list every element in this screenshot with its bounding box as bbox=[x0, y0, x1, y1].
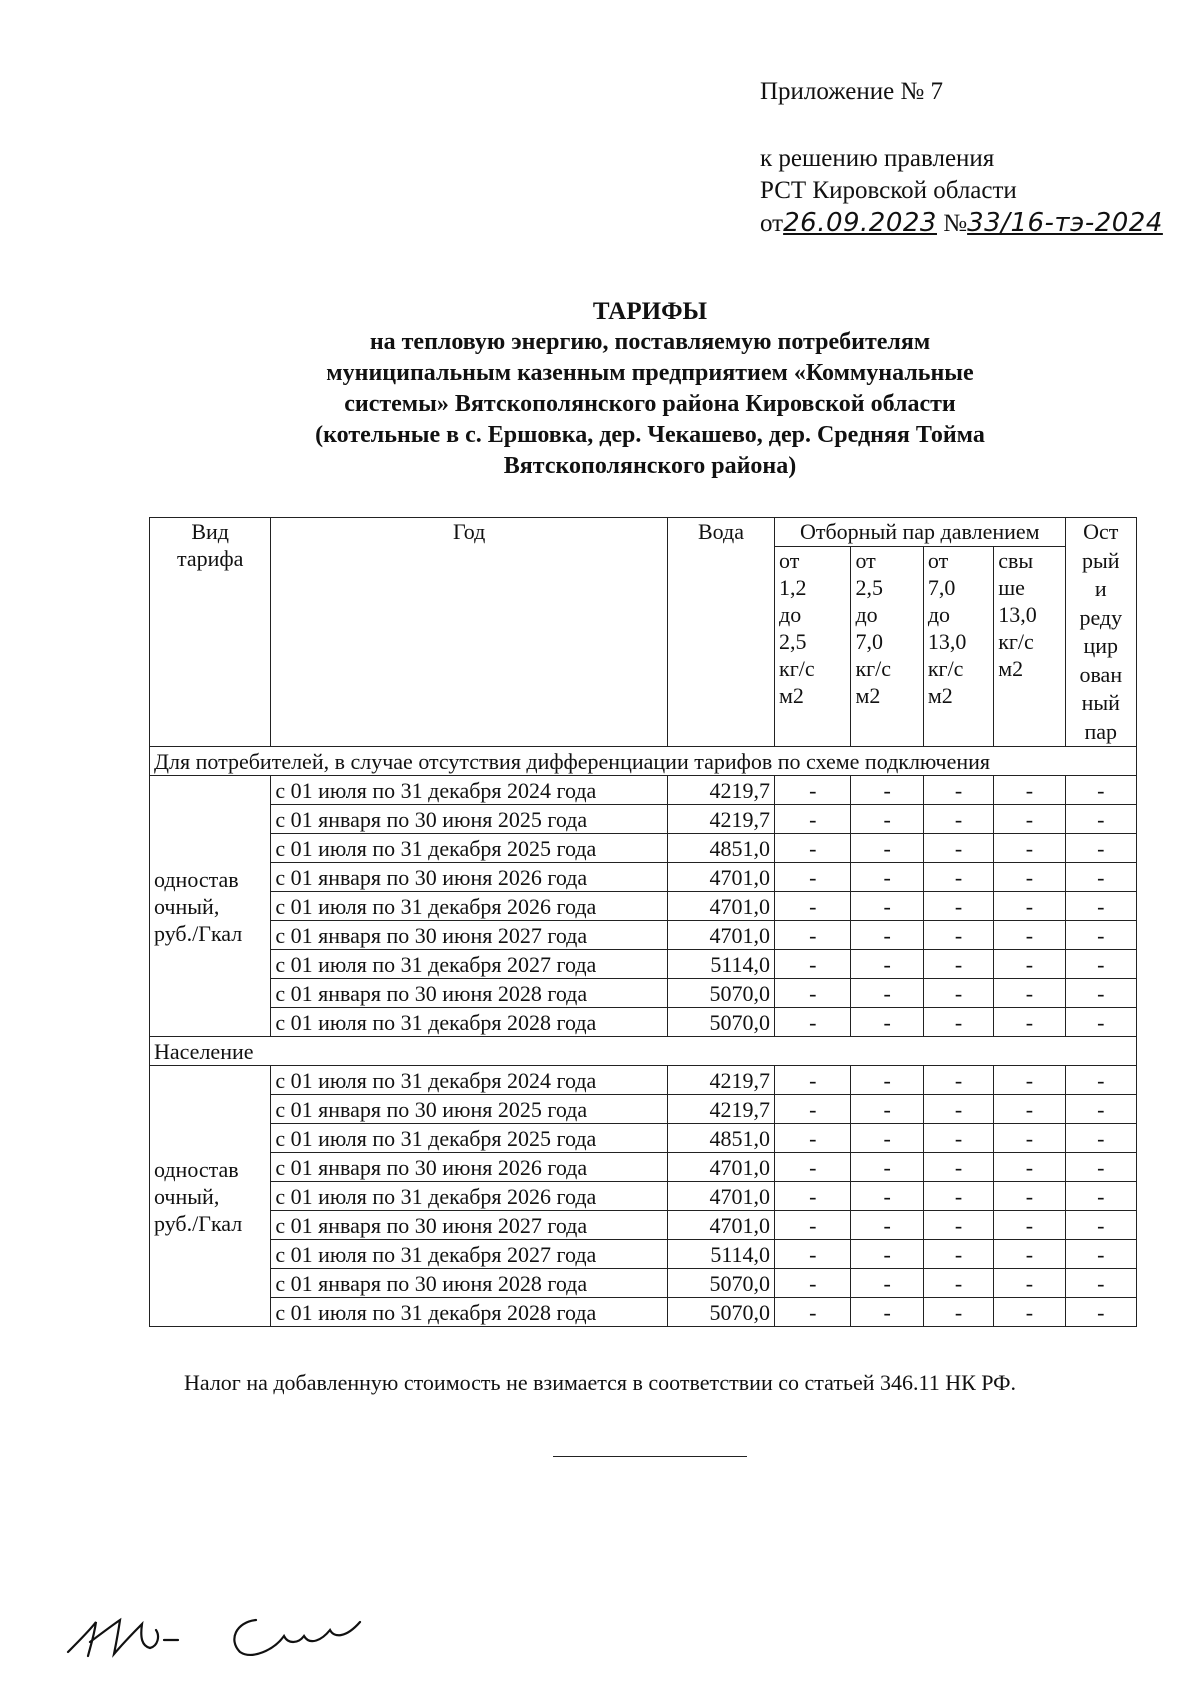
table-row bbox=[150, 1153, 1137, 1182]
table-row bbox=[150, 863, 1137, 892]
table-row bbox=[150, 892, 1137, 921]
period-cell: с 01 июля по 31 декабря 2027 года bbox=[271, 950, 668, 979]
sharp-steam-cell: - bbox=[1065, 1124, 1136, 1153]
steam-3-cell: - bbox=[923, 863, 993, 892]
vat-footnote: Налог на добавленную стоимость не взимается в соответствии со статьей 346.11 НК РФ. bbox=[183, 1370, 1017, 1395]
steam-1-cell: - bbox=[775, 1182, 851, 1211]
water-tariff-cell: 4219,7 bbox=[667, 776, 774, 805]
title-line: (котельные в с. Ершовка, дер. Чекашево, дер. Средняя Тойма bbox=[315, 422, 985, 448]
steam-1-cell: - bbox=[775, 921, 851, 950]
number-prefix: № bbox=[943, 210, 968, 237]
table-row bbox=[150, 1066, 1137, 1095]
steam-3-cell: - bbox=[923, 1298, 993, 1327]
steam-4-cell: - bbox=[994, 1298, 1065, 1327]
table-row bbox=[150, 1095, 1137, 1124]
appendix-label: Приложение № 7 bbox=[760, 78, 944, 105]
steam-2-cell: - bbox=[851, 776, 923, 805]
period-cell: с 01 января по 30 июня 2028 года bbox=[271, 979, 668, 1008]
steam-4-cell: - bbox=[994, 1124, 1065, 1153]
header-steam-2-5-to-7-0: от 2,5 до 7,0 кг/с м2 bbox=[851, 547, 923, 747]
tariff-table bbox=[149, 517, 1137, 1327]
steam-3-cell: - bbox=[923, 1153, 993, 1182]
period-cell: с 01 июля по 31 декабря 2025 года bbox=[271, 834, 668, 863]
period-cell: с 01 июля по 31 декабря 2028 года bbox=[271, 1298, 668, 1327]
steam-3-cell: - bbox=[923, 1124, 993, 1153]
sharp-steam-cell: - bbox=[1065, 805, 1136, 834]
header-steam: Отборный пар давлением bbox=[775, 518, 1066, 547]
title-main: ТАРИФЫ bbox=[592, 298, 708, 325]
sharp-steam-cell: - bbox=[1065, 776, 1136, 805]
steam-4-cell: - bbox=[994, 950, 1065, 979]
period-cell: с 01 января по 30 июня 2027 года bbox=[271, 1211, 668, 1240]
water-tariff-cell: 5070,0 bbox=[667, 1269, 774, 1298]
closing-divider bbox=[553, 1456, 747, 1457]
sharp-steam-cell: - bbox=[1065, 1182, 1136, 1211]
steam-1-cell: - bbox=[775, 805, 851, 834]
sharp-steam-cell: - bbox=[1065, 979, 1136, 1008]
header-steam-1-2-to-2-5: от 1,2 до 2,5 кг/с м2 bbox=[775, 547, 851, 747]
water-tariff-cell: 4219,7 bbox=[667, 1095, 774, 1124]
steam-3-cell: - bbox=[923, 1269, 993, 1298]
steam-1-cell: - bbox=[775, 950, 851, 979]
handwritten-signature bbox=[60, 1600, 420, 1670]
decision-date: 26.09.2023 bbox=[783, 208, 937, 238]
steam-3-cell: - bbox=[923, 834, 993, 863]
title-line: на тепловую энергию, поставляемую потребителям bbox=[369, 329, 931, 355]
section-general-consumers bbox=[150, 747, 1137, 1037]
sharp-steam-cell: - bbox=[1065, 1240, 1136, 1269]
period-cell: с 01 июля по 31 декабря 2028 года bbox=[271, 1008, 668, 1037]
table-row bbox=[150, 776, 1137, 805]
steam-2-cell: - bbox=[851, 1153, 923, 1182]
period-cell: с 01 июля по 31 декабря 2026 года bbox=[271, 1182, 668, 1211]
title-line: системы» Вятскополянского района Кировской области bbox=[344, 391, 956, 417]
table-row bbox=[150, 1269, 1137, 1298]
header-water: Вода bbox=[667, 518, 774, 747]
steam-4-cell: - bbox=[994, 1240, 1065, 1269]
steam-2-cell: - bbox=[851, 1008, 923, 1037]
title-line: муниципальным казенным предприятием «Коммунальные bbox=[326, 360, 974, 386]
sharp-steam-cell: - bbox=[1065, 921, 1136, 950]
steam-2-cell: - bbox=[851, 834, 923, 863]
steam-2-cell: - bbox=[851, 892, 923, 921]
document-title bbox=[150, 296, 1150, 482]
section-title: Для потребителей, в случае отсутствия дифференциации тарифов по схеме подключения bbox=[150, 747, 1137, 776]
steam-1-cell: - bbox=[775, 834, 851, 863]
water-tariff-cell: 4851,0 bbox=[667, 834, 774, 863]
steam-4-cell: - bbox=[994, 1211, 1065, 1240]
period-cell: с 01 января по 30 июня 2025 года bbox=[271, 1095, 668, 1124]
steam-1-cell: - bbox=[775, 1211, 851, 1240]
steam-1-cell: - bbox=[775, 979, 851, 1008]
tariff-kind: одностав очный, руб./Гкал bbox=[150, 1066, 271, 1327]
steam-1-cell: - bbox=[775, 1298, 851, 1327]
steam-2-cell: - bbox=[851, 1240, 923, 1269]
water-tariff-cell: 4851,0 bbox=[667, 1124, 774, 1153]
steam-4-cell: - bbox=[994, 892, 1065, 921]
steam-2-cell: - bbox=[851, 1066, 923, 1095]
sharp-steam-cell: - bbox=[1065, 1008, 1136, 1037]
steam-3-cell: - bbox=[923, 1095, 993, 1124]
table-row bbox=[150, 1124, 1137, 1153]
steam-4-cell: - bbox=[994, 921, 1065, 950]
decision-number: 33/16-тэ-2024 bbox=[967, 208, 1163, 238]
steam-1-cell: - bbox=[775, 863, 851, 892]
water-tariff-cell: 5070,0 bbox=[667, 1298, 774, 1327]
sharp-steam-cell: - bbox=[1065, 1269, 1136, 1298]
sharp-steam-cell: - bbox=[1065, 1298, 1136, 1327]
table-row bbox=[150, 1182, 1137, 1211]
period-cell: с 01 июля по 31 декабря 2024 года bbox=[271, 776, 668, 805]
period-cell: с 01 января по 30 июня 2026 года bbox=[271, 1153, 668, 1182]
steam-3-cell: - bbox=[923, 979, 993, 1008]
decision-line-2: РСТ Кировской области bbox=[760, 177, 1017, 204]
table-row bbox=[150, 805, 1137, 834]
steam-1-cell: - bbox=[775, 1240, 851, 1269]
water-tariff-cell: 4219,7 bbox=[667, 1066, 774, 1095]
period-cell: с 01 января по 30 июня 2027 года bbox=[271, 921, 668, 950]
water-tariff-cell: 4701,0 bbox=[667, 863, 774, 892]
sharp-steam-cell: - bbox=[1065, 834, 1136, 863]
steam-4-cell: - bbox=[994, 776, 1065, 805]
table-row bbox=[150, 950, 1137, 979]
period-cell: с 01 июля по 31 декабря 2025 года bbox=[271, 1124, 668, 1153]
steam-4-cell: - bbox=[994, 1008, 1065, 1037]
steam-2-cell: - bbox=[851, 1182, 923, 1211]
steam-3-cell: - bbox=[923, 950, 993, 979]
water-tariff-cell: 5070,0 bbox=[667, 979, 774, 1008]
steam-4-cell: - bbox=[994, 979, 1065, 1008]
table-row bbox=[150, 921, 1137, 950]
header-steam-7-0-to-13-0: от 7,0 до 13,0 кг/с м2 bbox=[923, 547, 993, 747]
water-tariff-cell: 5114,0 bbox=[667, 950, 774, 979]
steam-2-cell: - bbox=[851, 1298, 923, 1327]
steam-2-cell: - bbox=[851, 1211, 923, 1240]
sharp-steam-cell: - bbox=[1065, 863, 1136, 892]
water-tariff-cell: 4701,0 bbox=[667, 1211, 774, 1240]
steam-1-cell: - bbox=[775, 892, 851, 921]
sharp-steam-cell: - bbox=[1065, 950, 1136, 979]
steam-2-cell: - bbox=[851, 1124, 923, 1153]
tariff-kind: одностав очный, руб./Гкал bbox=[150, 776, 271, 1037]
steam-4-cell: - bbox=[994, 1182, 1065, 1211]
period-cell: с 01 июля по 31 декабря 2027 года bbox=[271, 1240, 668, 1269]
date-prefix: от bbox=[760, 210, 784, 237]
steam-4-cell: - bbox=[994, 1066, 1065, 1095]
sharp-steam-cell: - bbox=[1065, 892, 1136, 921]
steam-2-cell: - bbox=[851, 863, 923, 892]
table-row bbox=[150, 1211, 1137, 1240]
table-row bbox=[150, 834, 1137, 863]
steam-4-cell: - bbox=[994, 805, 1065, 834]
steam-2-cell: - bbox=[851, 979, 923, 1008]
steam-2-cell: - bbox=[851, 1095, 923, 1124]
steam-1-cell: - bbox=[775, 776, 851, 805]
steam-3-cell: - bbox=[923, 1240, 993, 1269]
steam-3-cell: - bbox=[923, 892, 993, 921]
header-steam-over-13-0: свы ше 13,0 кг/с м2 bbox=[994, 547, 1065, 747]
steam-4-cell: - bbox=[994, 1095, 1065, 1124]
steam-1-cell: - bbox=[775, 1008, 851, 1037]
water-tariff-cell: 4701,0 bbox=[667, 1182, 774, 1211]
table-row bbox=[150, 979, 1137, 1008]
period-cell: с 01 января по 30 июня 2028 года bbox=[271, 1269, 668, 1298]
steam-3-cell: - bbox=[923, 805, 993, 834]
sharp-steam-cell: - bbox=[1065, 1066, 1136, 1095]
section-population bbox=[150, 1037, 1137, 1327]
steam-1-cell: - bbox=[775, 1095, 851, 1124]
title-line: Вятскополянского района) bbox=[503, 453, 797, 479]
steam-1-cell: - bbox=[775, 1269, 851, 1298]
water-tariff-cell: 4701,0 bbox=[667, 1153, 774, 1182]
steam-4-cell: - bbox=[994, 834, 1065, 863]
water-tariff-cell: 5114,0 bbox=[667, 1240, 774, 1269]
steam-3-cell: - bbox=[923, 1182, 993, 1211]
steam-3-cell: - bbox=[923, 1211, 993, 1240]
water-tariff-cell: 4219,7 bbox=[667, 805, 774, 834]
steam-2-cell: - bbox=[851, 805, 923, 834]
steam-1-cell: - bbox=[775, 1124, 851, 1153]
period-cell: с 01 июля по 31 декабря 2026 года bbox=[271, 892, 668, 921]
decision-line-1: к решению правления bbox=[760, 145, 995, 172]
steam-3-cell: - bbox=[923, 921, 993, 950]
header-year: Год bbox=[271, 518, 668, 747]
steam-2-cell: - bbox=[851, 950, 923, 979]
steam-1-cell: - bbox=[775, 1066, 851, 1095]
decision-date-number bbox=[760, 207, 1163, 240]
steam-3-cell: - bbox=[923, 776, 993, 805]
decision-reference bbox=[760, 143, 1163, 240]
table-row bbox=[150, 1298, 1137, 1327]
steam-4-cell: - bbox=[994, 1153, 1065, 1182]
steam-4-cell: - bbox=[994, 863, 1065, 892]
table-row bbox=[150, 1240, 1137, 1269]
period-cell: с 01 января по 30 июня 2025 года bbox=[271, 805, 668, 834]
header-sharp-steam: Ост рый и реду цир ован ный пар bbox=[1065, 518, 1136, 747]
header-kind: Вид тарифа bbox=[150, 518, 271, 747]
period-cell: с 01 июля по 31 декабря 2024 года bbox=[271, 1066, 668, 1095]
sharp-steam-cell: - bbox=[1065, 1153, 1136, 1182]
water-tariff-cell: 5070,0 bbox=[667, 1008, 774, 1037]
steam-3-cell: - bbox=[923, 1066, 993, 1095]
steam-2-cell: - bbox=[851, 1269, 923, 1298]
period-cell: с 01 января по 30 июня 2026 года bbox=[271, 863, 668, 892]
water-tariff-cell: 4701,0 bbox=[667, 921, 774, 950]
steam-1-cell: - bbox=[775, 1153, 851, 1182]
table-row bbox=[150, 1008, 1137, 1037]
sharp-steam-cell: - bbox=[1065, 1095, 1136, 1124]
steam-4-cell: - bbox=[994, 1269, 1065, 1298]
sharp-steam-cell: - bbox=[1065, 1211, 1136, 1240]
section-title: Население bbox=[150, 1037, 1137, 1066]
water-tariff-cell: 4701,0 bbox=[667, 892, 774, 921]
steam-2-cell: - bbox=[851, 921, 923, 950]
steam-3-cell: - bbox=[923, 1008, 993, 1037]
